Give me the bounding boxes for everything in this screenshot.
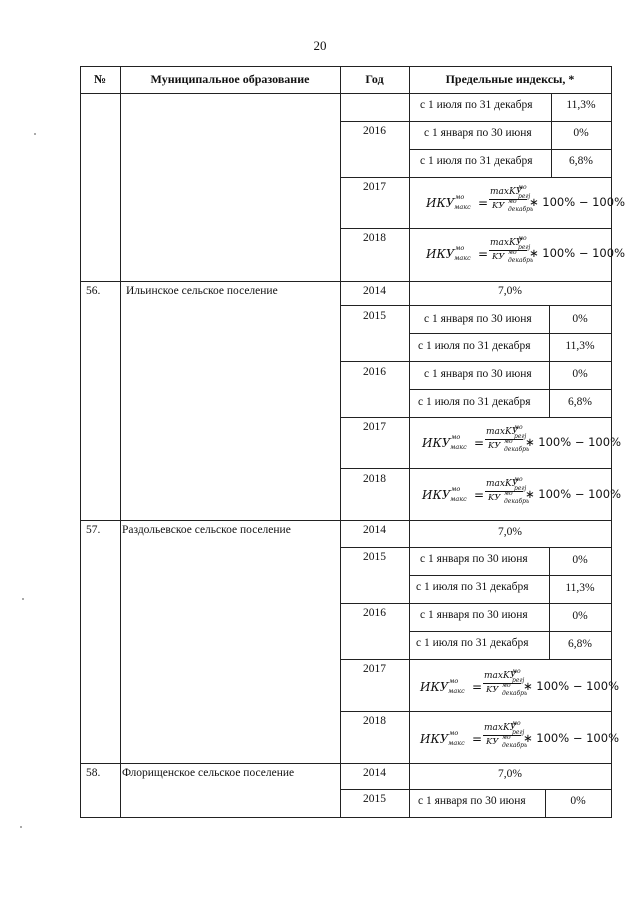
formula-numerator: maxKУ: [484, 671, 517, 681]
value-cell: 6,8%: [568, 396, 592, 408]
row-line: [80, 520, 612, 521]
formula-lhs: ИКУ: [420, 680, 449, 694]
formula-numerator-sub: peгj: [514, 433, 527, 440]
formula-sup: мо: [451, 485, 461, 493]
formula-sub: макс: [448, 739, 465, 747]
formula: [422, 476, 621, 507]
formula-denominator: KУ: [492, 252, 505, 262]
header-num: №: [93, 72, 107, 86]
municipality-name: Ильинское сельское поселение: [126, 285, 278, 297]
row-line: [340, 547, 612, 548]
formula-denominator-sup: мо: [502, 682, 511, 689]
formula-tail: ∗ 100% − 100%: [529, 195, 625, 209]
header-indices: Предельные индексы, *: [445, 72, 575, 86]
period-cell: с 1 июля по 31 декабря: [420, 99, 533, 111]
formula-denominator: KУ: [486, 685, 499, 695]
period-cell: с 1 января по 30 июня: [420, 553, 528, 565]
value-cell: 11,3%: [565, 582, 595, 594]
page-number: 20: [313, 38, 327, 53]
value-cell: 0%: [572, 368, 588, 380]
period-cell: с 1 июля по 31 декабря: [416, 637, 529, 649]
row-line: [340, 417, 612, 418]
formula-tail: ∗ 100% − 100%: [529, 246, 625, 260]
row-line: [409, 333, 612, 334]
row-line: [409, 575, 612, 576]
formula-tail: ∗ 100% − 100%: [525, 435, 621, 449]
table-border-top: [80, 66, 612, 67]
formula-sup: мо: [455, 193, 465, 201]
formula-denominator-sup: мо: [508, 249, 517, 256]
formula-denominator-sub: декабрь: [502, 742, 528, 749]
formula-denominator-sub: декабрь: [504, 498, 530, 505]
formula-numerator-sub: peгj: [518, 193, 531, 200]
row-line: [340, 468, 612, 469]
period-cell: с 1 июля по 31 декабря: [420, 155, 533, 167]
formula-denominator-sup: мо: [508, 198, 517, 205]
year-cell: 2016: [363, 125, 386, 137]
year-cell: 2017: [363, 421, 386, 433]
formula: [426, 184, 625, 215]
formula-sup: мо: [449, 677, 459, 685]
year-cell: 2015: [363, 551, 386, 563]
formula-numerator: maxKУ: [490, 238, 523, 248]
value-cell: 6,8%: [568, 638, 592, 650]
formula-tail: ∗ 100% − 100%: [523, 679, 619, 693]
row-line: [340, 228, 612, 229]
year-cell: 2017: [363, 181, 386, 193]
row-line: [409, 149, 612, 150]
formula-numerator-sup: мо: [512, 668, 521, 675]
row-line: [340, 121, 612, 122]
value-cell: 0%: [573, 127, 589, 139]
value-cell: 11,3%: [566, 99, 596, 111]
formula-sub: макс: [450, 443, 467, 451]
formula-numerator-sub: peгj: [512, 729, 525, 736]
formula: [420, 668, 619, 699]
value-cell: 11,3%: [565, 340, 595, 352]
formula-sub: макс: [454, 203, 471, 211]
col-divider-name: [340, 66, 341, 818]
row-number: 56.: [86, 285, 101, 297]
year-cell: 2014: [363, 285, 386, 297]
formula-eq: =: [478, 196, 489, 210]
value-cell: 0%: [570, 795, 586, 807]
header-year: Год: [365, 72, 384, 86]
value-cell: 7,0%: [498, 285, 522, 297]
row-line: [340, 603, 612, 604]
row-line: [409, 389, 612, 390]
year-cell: 2016: [363, 366, 386, 378]
row-line: [340, 711, 612, 712]
formula-eq: =: [474, 436, 485, 450]
header-municipality: Муниципальное образование: [150, 72, 310, 86]
formula-numerator-sub: peгj: [512, 677, 525, 684]
period-cell: с 1 января по 30 июня: [424, 368, 532, 380]
value-cell: 0%: [572, 610, 588, 622]
col-divider-year: [409, 66, 410, 818]
formula-numerator: maxKУ: [486, 479, 519, 489]
value-cell: 0%: [572, 313, 588, 325]
formula-lhs: ИКУ: [422, 436, 451, 450]
formula-denominator-sub: декабрь: [502, 690, 528, 697]
year-cell: 2015: [363, 310, 386, 322]
formula-numerator-sup: мо: [514, 424, 523, 431]
formula-eq: =: [472, 680, 483, 694]
formula-numerator-sup: мо: [514, 476, 523, 483]
row-line: [340, 361, 612, 362]
scan-speck: [34, 133, 36, 135]
formula-eq: =: [478, 247, 489, 261]
period-cell: с 1 января по 30 июня: [424, 313, 532, 325]
formula-sub: макс: [454, 254, 471, 262]
formula-eq: =: [474, 488, 485, 502]
formula-denominator-sub: декабрь: [508, 257, 534, 264]
year-cell: 2016: [363, 607, 386, 619]
row-line: [340, 659, 612, 660]
value-cell: 6,8%: [569, 155, 593, 167]
value-cell: 7,0%: [498, 526, 522, 538]
row-number: 58.: [86, 767, 101, 779]
formula-lhs: ИКУ: [422, 488, 451, 502]
formula-numerator-sup: мо: [518, 184, 527, 191]
table-border-bottom: [80, 817, 612, 818]
formula-sub: макс: [448, 687, 465, 695]
year-cell: 2015: [363, 793, 386, 805]
formula-denominator-sub: декабрь: [504, 446, 530, 453]
year-cell: 2017: [363, 663, 386, 675]
formula-denominator: KУ: [492, 201, 505, 211]
formula-lhs: ИКУ: [426, 247, 455, 261]
formula: [426, 235, 625, 266]
formula-denominator-sup: мо: [504, 490, 513, 497]
municipality-name: Флорищенское сельское поселение: [122, 767, 295, 779]
scan-speck: [22, 598, 24, 600]
col-divider-num: [120, 66, 121, 818]
year-cell: 2014: [363, 524, 386, 536]
period-cell: с 1 июля по 31 декабря: [418, 396, 531, 408]
formula-numerator-sup: мо: [518, 235, 527, 242]
period-cell: с 1 января по 30 июня: [420, 609, 528, 621]
year-cell: 2014: [363, 767, 386, 779]
period-cell: с 1 января по 30 июня: [424, 127, 532, 139]
formula-sup: мо: [451, 433, 461, 441]
year-cell: 2018: [363, 232, 386, 244]
formula-numerator-sub: peгj: [518, 244, 531, 251]
formula-numerator: maxKУ: [484, 723, 517, 733]
formula-denominator: KУ: [488, 441, 501, 451]
year-cell: 2018: [363, 473, 386, 485]
formula-sub: макс: [450, 495, 467, 503]
table-border-left: [80, 66, 81, 818]
row-line: [340, 789, 612, 790]
formula-sup: мо: [455, 244, 465, 252]
formula-denominator: KУ: [486, 737, 499, 747]
formula-denominator-sub: декабрь: [508, 206, 534, 213]
municipality-name: Раздольевское сельское поселение: [122, 524, 291, 536]
header-bottom: [80, 93, 612, 94]
scan-speck: [20, 826, 22, 828]
formula-denominator: KУ: [488, 493, 501, 503]
formula-sup: мо: [449, 729, 459, 737]
row-line: [409, 631, 612, 632]
formula-tail: ∗ 100% − 100%: [523, 731, 619, 745]
formula-numerator: maxKУ: [486, 427, 519, 437]
formula-denominator-sup: мо: [504, 438, 513, 445]
formula-numerator-sub: peгj: [514, 485, 527, 492]
formula-lhs: ИКУ: [426, 196, 455, 210]
formula-numerator-sup: мо: [512, 720, 521, 727]
row-line: [80, 763, 612, 764]
formula-numerator: maxKУ: [490, 187, 523, 197]
formula-eq: =: [472, 732, 483, 746]
value-cell: 7,0%: [498, 768, 522, 780]
row-line: [340, 305, 612, 306]
formula: [422, 424, 621, 455]
row-line: [80, 281, 612, 282]
formula: [420, 720, 619, 751]
period-cell: с 1 июля по 31 декабря: [416, 581, 529, 593]
value-cell: 0%: [572, 554, 588, 566]
row-line: [340, 177, 612, 178]
year-cell: 2018: [363, 715, 386, 727]
period-cell: с 1 июля по 31 декабря: [418, 340, 531, 352]
row-number: 57.: [86, 524, 101, 536]
formula-lhs: ИКУ: [420, 732, 449, 746]
period-cell: с 1 января по 30 июня: [418, 795, 526, 807]
formula-tail: ∗ 100% − 100%: [525, 487, 621, 501]
formula-denominator-sup: мо: [502, 734, 511, 741]
